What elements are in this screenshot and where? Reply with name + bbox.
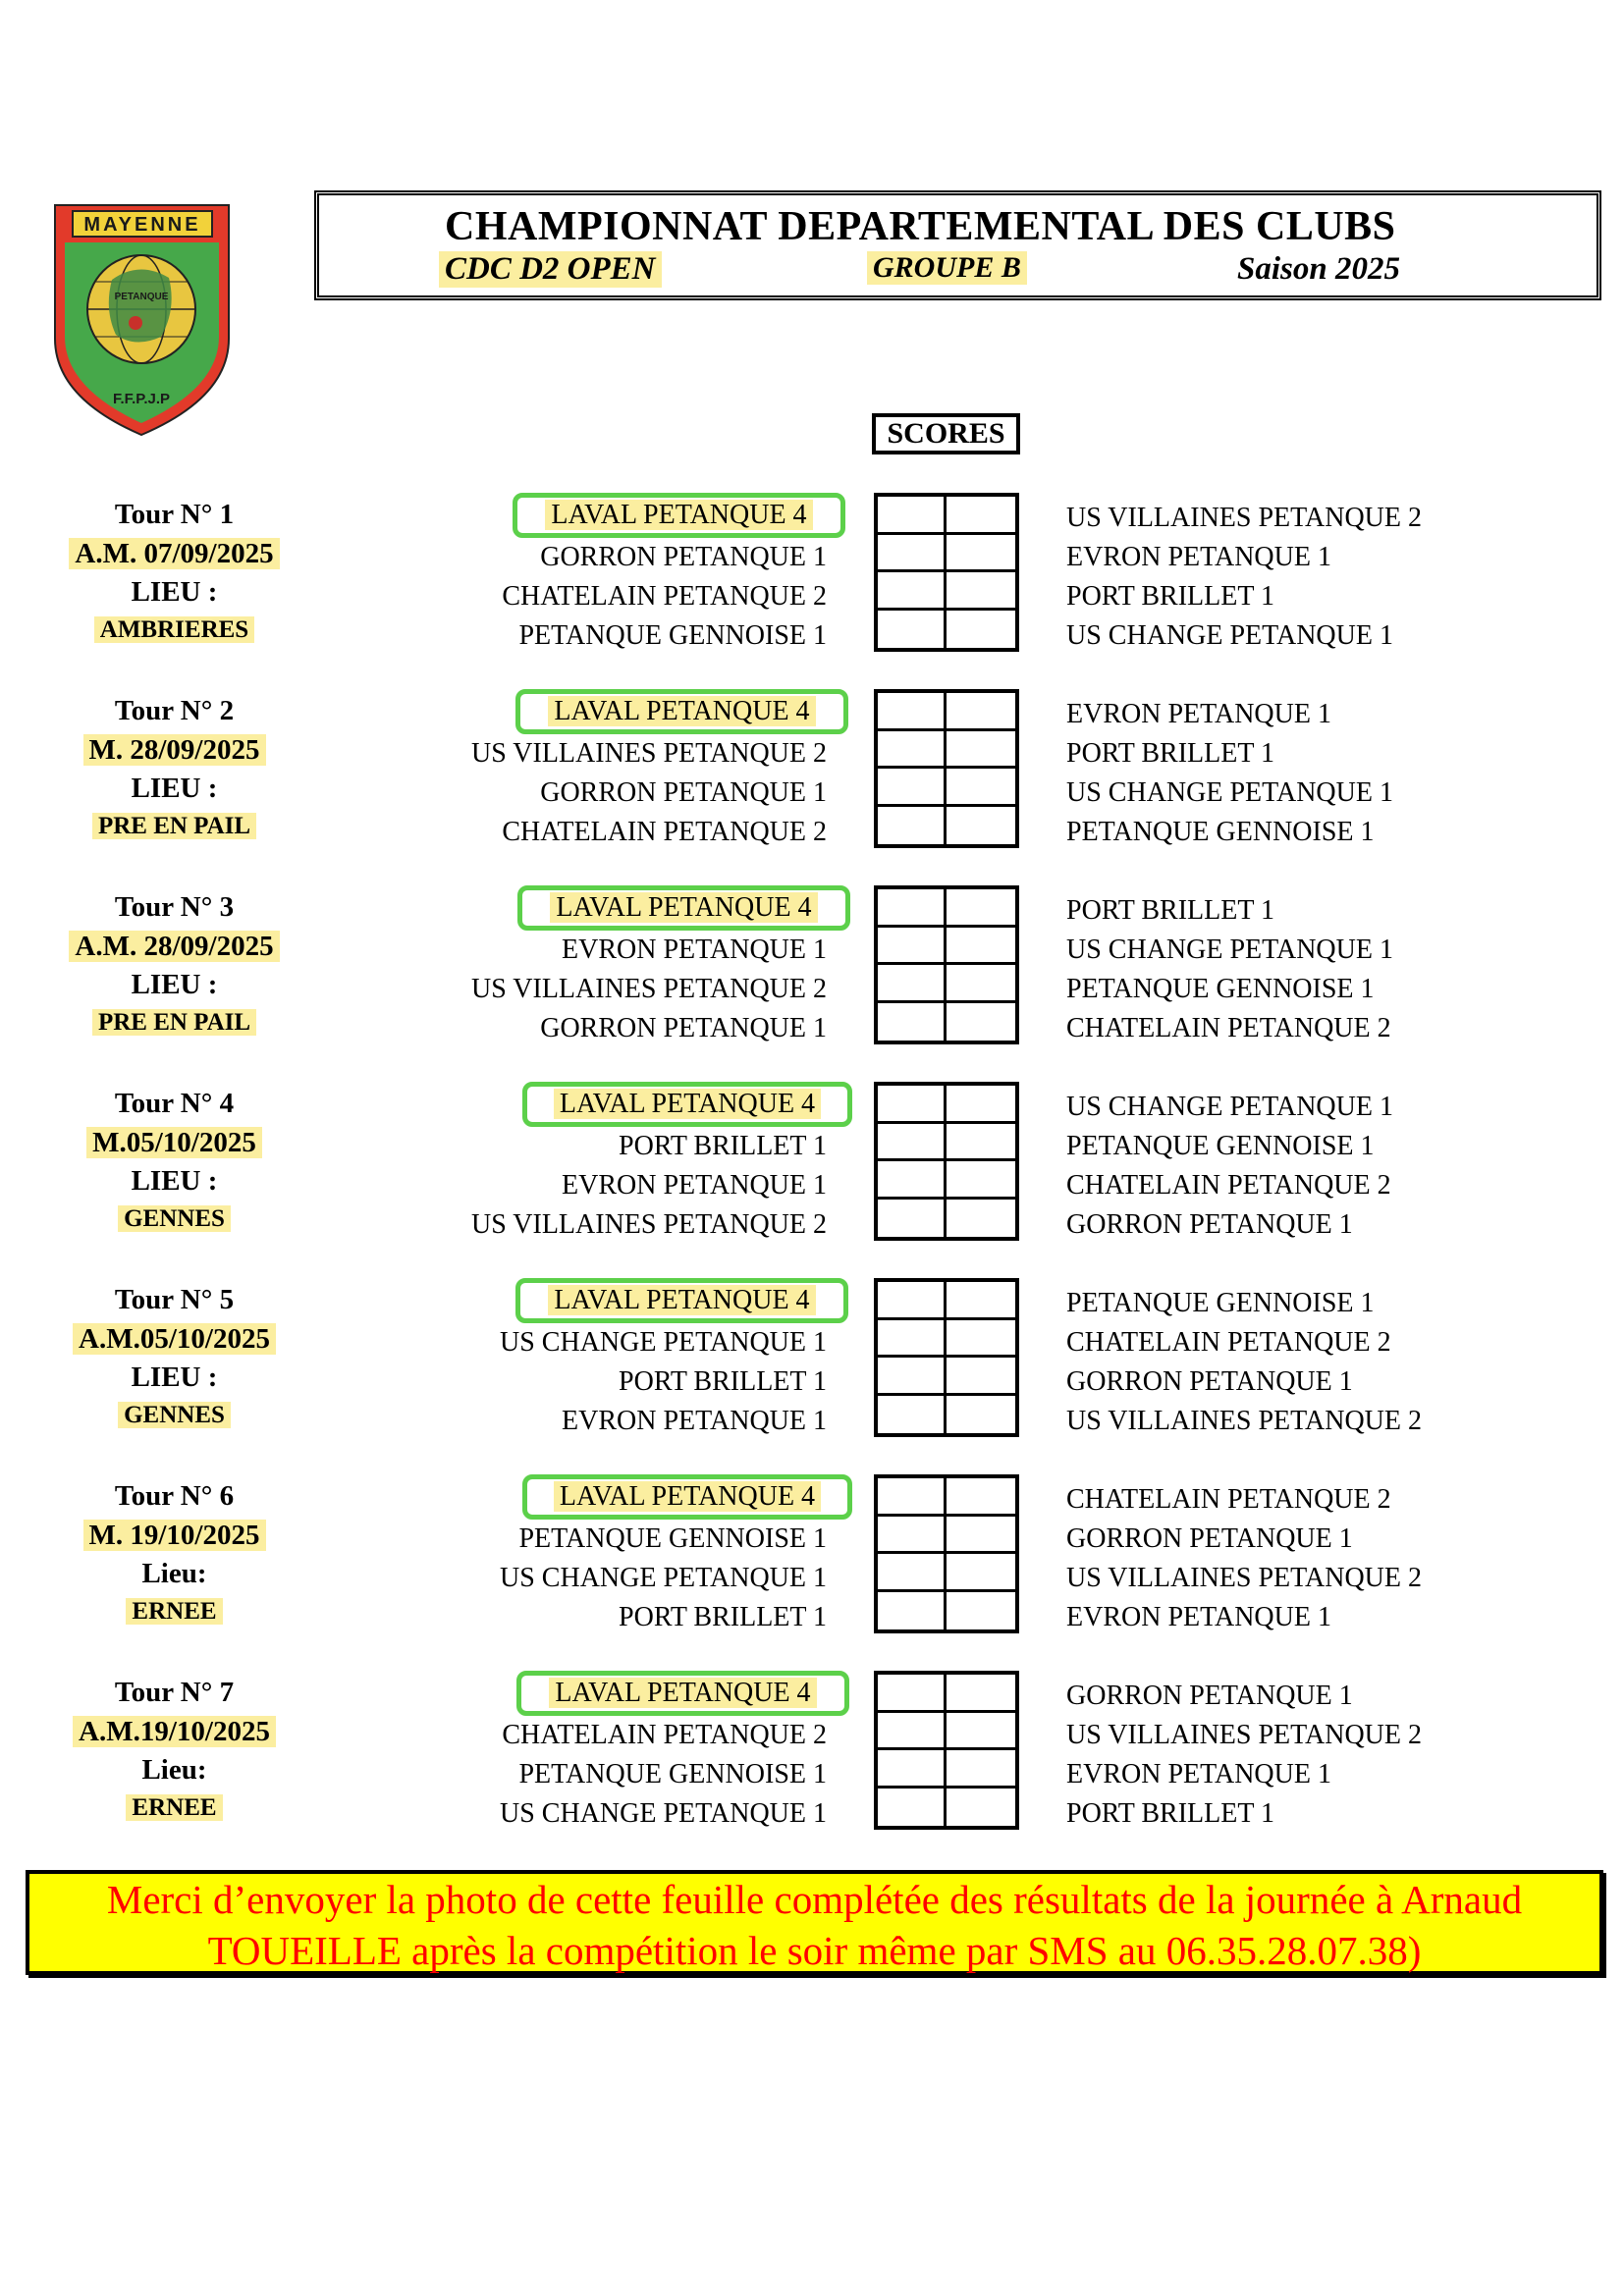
- home-team-name: PETANQUE GENNOISE 1: [518, 1523, 827, 1554]
- away-team-name: PORT BRILLET 1: [1066, 581, 1274, 612]
- score-cell[interactable]: [947, 611, 1015, 649]
- home-team-name: PORT BRILLET 1: [619, 1366, 827, 1397]
- away-team-name: EVRON PETANQUE 1: [1066, 1759, 1331, 1789]
- home-team-name: US VILLAINES PETANQUE 2: [470, 738, 827, 769]
- away-team-name: PORT BRILLET 1: [1066, 738, 1274, 769]
- away-team-name: US CHANGE PETANQUE 1: [1066, 1092, 1393, 1122]
- tour-venue: PRE EN PAIL: [92, 813, 256, 839]
- score-cell[interactable]: [878, 889, 947, 928]
- score-cell[interactable]: [947, 769, 1015, 807]
- tour-date: M. 28/09/2025: [83, 734, 266, 766]
- score-cell[interactable]: [947, 1124, 1015, 1162]
- tour-date: M.05/10/2025: [86, 1127, 262, 1158]
- home-team-name: PETANQUE GENNOISE 1: [518, 1759, 827, 1789]
- score-grid: [874, 689, 1019, 848]
- score-cell[interactable]: [878, 693, 947, 731]
- score-cell[interactable]: [947, 1320, 1015, 1359]
- score-cell[interactable]: [878, 1086, 947, 1124]
- tour-lieu-label: LIEU :: [131, 1165, 218, 1197]
- score-cell[interactable]: [878, 572, 947, 611]
- away-team-name: US VILLAINES PETANQUE 2: [1066, 1406, 1423, 1436]
- logo-center-text: PETANQUE: [114, 292, 169, 302]
- score-cell[interactable]: [947, 1003, 1015, 1041]
- away-team-name: GORRON PETANQUE 1: [1066, 1523, 1353, 1554]
- tour-date: M. 19/10/2025: [83, 1520, 266, 1551]
- away-team-name: PETANQUE GENNOISE 1: [1066, 817, 1375, 847]
- score-grid: [874, 1474, 1019, 1633]
- tour-block: [0, 1677, 1624, 1838]
- away-team-name: US CHANGE PETANQUE 1: [1066, 934, 1393, 965]
- home-team-name: LAVAL PETANQUE 4: [545, 500, 812, 530]
- tour-date: A.M.19/10/2025: [73, 1716, 276, 1747]
- score-cell[interactable]: [947, 1086, 1015, 1124]
- home-team-name: LAVAL PETANQUE 4: [550, 892, 817, 923]
- score-cell[interactable]: [947, 1750, 1015, 1789]
- score-cell[interactable]: [947, 1396, 1015, 1434]
- away-team-name: EVRON PETANQUE 1: [1066, 542, 1331, 572]
- home-team-name: US CHANGE PETANQUE 1: [500, 1563, 827, 1593]
- score-grid: [874, 1671, 1019, 1830]
- tour-number: Tour N° 4: [114, 1088, 235, 1119]
- home-team-name: GORRON PETANQUE 1: [540, 1013, 827, 1043]
- score-cell[interactable]: [947, 889, 1015, 928]
- away-team-name: PORT BRILLET 1: [1066, 1798, 1274, 1829]
- score-cell[interactable]: [947, 807, 1015, 845]
- tour-lieu-label: LIEU :: [131, 969, 218, 1000]
- away-team-name: PETANQUE GENNOISE 1: [1066, 1131, 1375, 1161]
- score-grid: [874, 493, 1019, 652]
- home-team-highlight: [522, 1082, 852, 1127]
- away-team-name: GORRON PETANQUE 1: [1066, 1681, 1353, 1711]
- home-team-name: US CHANGE PETANQUE 1: [500, 1798, 827, 1829]
- tour-lieu-label: Lieu:: [141, 1754, 207, 1786]
- score-cell[interactable]: [947, 928, 1015, 966]
- tour-block: [0, 891, 1624, 1052]
- score-cell[interactable]: [878, 611, 947, 649]
- home-team-name: LAVAL PETANQUE 4: [549, 1678, 816, 1708]
- away-team-name: PETANQUE GENNOISE 1: [1066, 1288, 1375, 1318]
- page-title: CHAMPIONNAT DEPARTEMENTAL DES CLUBS: [445, 204, 1396, 249]
- score-cell[interactable]: [947, 1713, 1015, 1751]
- score-cell[interactable]: [878, 965, 947, 1003]
- home-team-name: LAVAL PETANQUE 4: [554, 1089, 821, 1119]
- score-cell[interactable]: [947, 1554, 1015, 1592]
- home-team-name: GORRON PETANQUE 1: [540, 542, 827, 572]
- score-cell[interactable]: [947, 1517, 1015, 1555]
- score-grid: [874, 1278, 1019, 1437]
- tour-venue: PRE EN PAIL: [92, 1009, 256, 1036]
- tour-lieu-label: Lieu:: [141, 1558, 207, 1589]
- score-cell[interactable]: [947, 535, 1015, 573]
- score-cell[interactable]: [878, 1554, 947, 1592]
- instructions-line-1: Merci d’envoyer la photo de cette feuille complétée des résultats de la journée à Arnaud: [106, 1877, 1523, 1922]
- mayenne-logo: [51, 201, 233, 437]
- away-team-name: US VILLAINES PETANQUE 2: [1066, 503, 1423, 533]
- score-cell[interactable]: [878, 1713, 947, 1751]
- tour-block: [0, 1284, 1624, 1445]
- away-team-name: GORRON PETANQUE 1: [1066, 1366, 1353, 1397]
- away-team-name: CHATELAIN PETANQUE 2: [1066, 1170, 1391, 1201]
- away-team-name: CHATELAIN PETANQUE 2: [1066, 1327, 1391, 1358]
- tour-lieu-label: LIEU :: [131, 773, 218, 804]
- home-team-highlight: [513, 493, 845, 538]
- score-cell[interactable]: [878, 1124, 947, 1162]
- tour-number: Tour N° 7: [114, 1677, 235, 1708]
- score-cell[interactable]: [947, 1592, 1015, 1630]
- away-team-name: CHATELAIN PETANQUE 2: [1066, 1484, 1391, 1515]
- group-label: GROUPE B: [867, 251, 1027, 285]
- score-cell[interactable]: [878, 1282, 947, 1320]
- instructions-banner: [26, 1870, 1603, 1975]
- scores-header: SCORES: [872, 413, 1020, 454]
- tour-lieu-label: LIEU :: [131, 1362, 218, 1393]
- tour-number: Tour N° 5: [114, 1284, 235, 1315]
- tour-block: [0, 1480, 1624, 1641]
- score-cell[interactable]: [878, 1517, 947, 1555]
- tour-number: Tour N° 1: [114, 499, 235, 530]
- score-cell[interactable]: [878, 1750, 947, 1789]
- tour-block: [0, 499, 1624, 660]
- score-cell[interactable]: [878, 928, 947, 966]
- score-cell[interactable]: [878, 1478, 947, 1517]
- home-team-name: EVRON PETANQUE 1: [562, 934, 827, 965]
- home-team-name: US VILLAINES PETANQUE 2: [470, 1209, 827, 1240]
- home-team-name: LAVAL PETANQUE 4: [554, 1481, 821, 1512]
- home-team-name: CHATELAIN PETANQUE 2: [502, 1720, 827, 1750]
- score-cell[interactable]: [947, 1161, 1015, 1200]
- home-team-name: US VILLAINES PETANQUE 2: [470, 974, 827, 1004]
- home-team-name: EVRON PETANQUE 1: [562, 1170, 827, 1201]
- score-cell[interactable]: [878, 731, 947, 770]
- score-cell[interactable]: [878, 769, 947, 807]
- away-team-name: US CHANGE PETANQUE 1: [1066, 620, 1393, 651]
- score-cell[interactable]: [878, 1161, 947, 1200]
- home-team-name: LAVAL PETANQUE 4: [548, 1285, 815, 1315]
- away-team-name: PORT BRILLET 1: [1066, 895, 1274, 926]
- home-team-name: LAVAL PETANQUE 4: [548, 696, 815, 726]
- score-cell[interactable]: [878, 807, 947, 845]
- score-cell[interactable]: [947, 497, 1015, 535]
- home-team-highlight: [517, 885, 850, 931]
- home-team-name: CHATELAIN PETANQUE 2: [502, 817, 827, 847]
- away-team-name: CHATELAIN PETANQUE 2: [1066, 1013, 1391, 1043]
- home-team-name: US CHANGE PETANQUE 1: [500, 1327, 827, 1358]
- season-label: Saison 2025: [1237, 251, 1400, 287]
- home-team-name: PORT BRILLET 1: [619, 1602, 827, 1632]
- score-cell[interactable]: [878, 1396, 947, 1434]
- tour-number: Tour N° 6: [114, 1480, 235, 1512]
- away-team-name: US CHANGE PETANQUE 1: [1066, 777, 1393, 808]
- score-cell[interactable]: [878, 1592, 947, 1630]
- tour-block: [0, 695, 1624, 856]
- score-cell[interactable]: [947, 1282, 1015, 1320]
- home-team-highlight: [516, 1671, 849, 1716]
- away-team-name: EVRON PETANQUE 1: [1066, 1602, 1331, 1632]
- home-team-name: PORT BRILLET 1: [619, 1131, 827, 1161]
- header-box: [314, 190, 1601, 300]
- score-cell[interactable]: [878, 1675, 947, 1713]
- home-team-name: PETANQUE GENNOISE 1: [518, 620, 827, 651]
- home-team-highlight: [515, 1278, 848, 1323]
- score-cell[interactable]: [947, 1789, 1015, 1827]
- instructions-line-2: TOUEILLE après la compétition le soir même par SMS au 06.35.28.07.38): [207, 1928, 1422, 1973]
- tour-number: Tour N° 3: [114, 891, 235, 923]
- score-cell[interactable]: [947, 1478, 1015, 1517]
- away-team-name: PETANQUE GENNOISE 1: [1066, 974, 1375, 1004]
- tour-venue: GENNES: [118, 1205, 231, 1232]
- score-cell[interactable]: [947, 572, 1015, 611]
- away-team-name: US VILLAINES PETANQUE 2: [1066, 1720, 1423, 1750]
- tour-venue: ERNEE: [126, 1598, 222, 1625]
- score-cell[interactable]: [947, 1200, 1015, 1238]
- away-team-name: US VILLAINES PETANQUE 2: [1066, 1563, 1423, 1593]
- score-cell[interactable]: [878, 1320, 947, 1359]
- logo-top-text: MAYENNE: [83, 214, 201, 236]
- tour-date: A.M. 07/09/2025: [69, 538, 279, 569]
- score-cell[interactable]: [878, 1789, 947, 1827]
- home-team-name: GORRON PETANQUE 1: [540, 777, 827, 808]
- division-label: CDC D2 OPEN: [439, 251, 662, 288]
- home-team-name: CHATELAIN PETANQUE 2: [502, 581, 827, 612]
- score-cell[interactable]: [947, 731, 1015, 770]
- home-team-name: EVRON PETANQUE 1: [562, 1406, 827, 1436]
- tour-lieu-label: LIEU :: [131, 576, 218, 608]
- away-team-name: GORRON PETANQUE 1: [1066, 1209, 1353, 1240]
- score-cell[interactable]: [947, 693, 1015, 731]
- score-cell[interactable]: [878, 1003, 947, 1041]
- tour-venue: AMBRIERES: [94, 616, 254, 643]
- score-grid: [874, 885, 1019, 1044]
- tour-date: A.M.05/10/2025: [73, 1323, 276, 1355]
- score-cell[interactable]: [947, 1358, 1015, 1396]
- home-team-highlight: [522, 1474, 852, 1520]
- tour-venue: ERNEE: [126, 1794, 222, 1821]
- score-cell[interactable]: [878, 497, 947, 535]
- tour-number: Tour N° 2: [114, 695, 235, 726]
- tour-date: A.M. 28/09/2025: [69, 931, 279, 962]
- score-cell[interactable]: [878, 535, 947, 573]
- tour-venue: GENNES: [118, 1402, 231, 1428]
- score-cell[interactable]: [878, 1200, 947, 1238]
- score-grid: [874, 1082, 1019, 1241]
- tour-block: [0, 1088, 1624, 1249]
- score-cell[interactable]: [947, 965, 1015, 1003]
- score-cell[interactable]: [947, 1675, 1015, 1713]
- logo-bottom-text: F.F.P.J.P: [112, 391, 171, 407]
- score-cell[interactable]: [878, 1358, 947, 1396]
- home-team-highlight: [515, 689, 848, 734]
- away-team-name: EVRON PETANQUE 1: [1066, 699, 1331, 729]
